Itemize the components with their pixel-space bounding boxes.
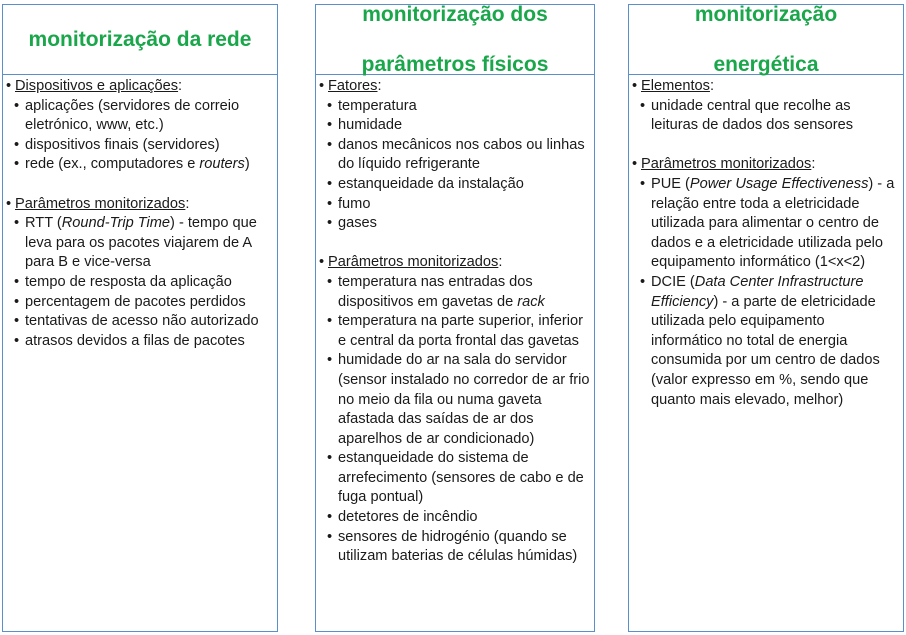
bullet-icon: • (640, 97, 646, 114)
list-item-text: dispositivos finais (servidores) (25, 136, 220, 153)
list-item-text: estanqueidade do sistema de arrefecimento (sensores de cabo e de fuga pontual) (338, 450, 584, 506)
list-item-text: tentativas de acesso não autorizado (25, 313, 259, 330)
bullet-icon: • (319, 78, 325, 94)
list-item (632, 273, 899, 410)
list-item (632, 175, 899, 273)
section-title (6, 195, 273, 215)
bullet-icon: • (640, 175, 646, 192)
list-item-text: tempo de resposta da aplicação (25, 273, 232, 290)
bullet-icon: • (14, 313, 20, 330)
list-item-text: danos mecânicos nos cabos ou linhas do líquido refrigerante (338, 136, 585, 173)
italic-term: rack (517, 293, 545, 310)
italic-term: Round-Trip Time (61, 215, 171, 232)
list-item-text: aplicações (servidores de correio eletrónico, www, etc.) (25, 97, 240, 134)
section-title-text: Parâmetros monitorizados: (641, 156, 816, 173)
bullet-icon: • (327, 450, 333, 467)
section-title-label: Parâmetros monitorizados (328, 254, 499, 271)
list-item (319, 312, 590, 351)
column-title-line: energética (713, 53, 819, 76)
section-spacer (632, 136, 899, 156)
column-title-line: monitorização (694, 3, 838, 26)
column-title-line: parâmetros físicos (361, 53, 549, 76)
bullet-icon: • (327, 136, 333, 153)
bullet-icon: • (6, 195, 12, 212)
list-item (6, 155, 273, 175)
bullet-list (6, 214, 273, 351)
list-item (6, 136, 273, 156)
list-item (6, 293, 273, 313)
list-item-text: humidade (338, 117, 403, 134)
column-title (362, 0, 549, 102)
bullet-icon: • (327, 313, 333, 330)
bullet-icon: • (327, 528, 333, 545)
list-item (319, 528, 590, 567)
bullet-icon: • (14, 215, 20, 232)
list-item-text: temperatura na parte superior, inferior e central da porta frontal das gavetas (338, 313, 583, 349)
list-item (319, 449, 590, 508)
bullet-icon: • (319, 254, 325, 271)
list-item-text: PUE (Power Usage Effectiveness) - a relação entre toda a eletricidade utilizada para alimentar o centro de dados e a eletricidade utilizada pelo equipamento informático (1<x<2) (651, 175, 895, 271)
list-item (6, 97, 273, 136)
list-item-text: DCIE (Data Center Infrastructure Efficiency) - a parte de eletricidade utilizada pelo equipamento informático no total de energia consumida por um centro de dados (valor expresso em %, sendo que quanto mais elevado, melhor) (651, 273, 880, 408)
list-item (319, 508, 590, 528)
list-item-text: temperatura nas entradas dos dispositivos em gavetas de rack (338, 273, 545, 310)
list-item (319, 175, 590, 195)
bullet-icon: • (327, 175, 333, 192)
list-item (319, 351, 590, 449)
list-item-text: rede (ex., computadores e routers) (25, 156, 250, 173)
list-item-text: atrasos devidos a filas de pacotes (25, 332, 245, 349)
bullet-icon: • (632, 78, 638, 94)
bullet-icon: • (327, 97, 333, 114)
list-item-text: gases (338, 215, 377, 232)
column-header (3, 5, 277, 75)
list-item-text: sensores de hidrogénio (quando se utilizam baterias de células húmidas) (338, 528, 578, 565)
bullet-icon: • (327, 509, 333, 526)
section-title-label: Parâmetros monitorizados (15, 195, 186, 212)
list-item-text: unidade central que recolhe as leituras de dados dos sensores (651, 97, 854, 134)
column-title (695, 0, 837, 102)
bullet-list (319, 273, 590, 567)
bullet-icon: • (14, 273, 20, 290)
list-item-text: percentagem de pacotes perdidos (25, 293, 246, 310)
section-title-label: Dispositivos e aplicações (15, 78, 179, 94)
section-title-text: Parâmetros monitorizados: (328, 254, 503, 271)
bullet-icon: • (14, 156, 20, 173)
list-item-text: fumo (338, 195, 371, 212)
section-title-text: Fatores: (328, 78, 382, 94)
section-title-label: Elementos (641, 78, 710, 94)
list-item (319, 214, 590, 234)
list-item-text: humidade do ar na sala do servidor (sensor instalado no corredor de ar frio no meio da fila ou numa gaveta afastada das saídas de ar dos aparelhos de ar condicionado) (338, 352, 590, 447)
list-item (6, 273, 273, 293)
italic-term: Data Center Infrastructure Efficiency (651, 273, 864, 310)
section-title-label: Parâmetros monitorizados (641, 156, 812, 173)
column-network (2, 4, 278, 632)
bullet-list (632, 175, 899, 410)
bullet-icon: • (327, 195, 333, 212)
list-item (319, 116, 590, 136)
list-item (319, 136, 590, 175)
column-body (629, 75, 903, 410)
column-body (3, 75, 277, 351)
list-item (6, 332, 273, 352)
section-title-label: Fatores (328, 78, 378, 94)
bullet-icon: • (327, 117, 333, 134)
italic-term: routers (199, 156, 245, 173)
bullet-icon: • (6, 78, 12, 94)
section-spacer (319, 234, 590, 254)
list-item (632, 97, 899, 136)
column-title: monitorização da rede (28, 28, 252, 51)
italic-term: Power Usage Effectiveness (689, 175, 869, 192)
list-item-text: estanqueidade da instalação (338, 175, 524, 192)
column-title-line: monitorização dos (362, 3, 548, 26)
column-energy (628, 4, 904, 632)
section-title (632, 155, 899, 175)
list-item-text: RTT (Round-Trip Time) - tempo que leva para os pacotes viajarem de A para B e vice-versa (25, 215, 257, 271)
section-title-text: Elementos: (641, 78, 715, 94)
bullet-list (6, 97, 273, 175)
list-item (319, 195, 590, 215)
bullet-icon: • (327, 273, 333, 290)
column-body (316, 75, 594, 567)
list-item (319, 273, 590, 312)
bullet-icon: • (632, 156, 638, 173)
column-header (316, 5, 594, 75)
bullet-icon: • (640, 273, 646, 290)
bullet-icon: • (14, 97, 20, 114)
bullet-icon: • (327, 215, 333, 232)
column-header (629, 5, 903, 75)
section-title-text: Parâmetros monitorizados: (15, 195, 190, 212)
list-item (6, 312, 273, 332)
section-title (319, 253, 590, 273)
list-item (6, 214, 273, 273)
bullet-list (632, 97, 899, 136)
list-item-text: detetores de incêndio (338, 509, 478, 526)
bullet-icon: • (14, 332, 20, 349)
section-spacer (6, 175, 273, 195)
section-title-text: Dispositivos e aplicações: (15, 78, 183, 94)
bullet-icon: • (14, 293, 20, 310)
section-title (6, 77, 273, 97)
bullet-list (319, 97, 590, 234)
list-item-text: temperatura (338, 97, 417, 114)
bullet-icon: • (14, 136, 20, 153)
column-physical (315, 4, 595, 632)
bullet-icon: • (327, 352, 333, 369)
